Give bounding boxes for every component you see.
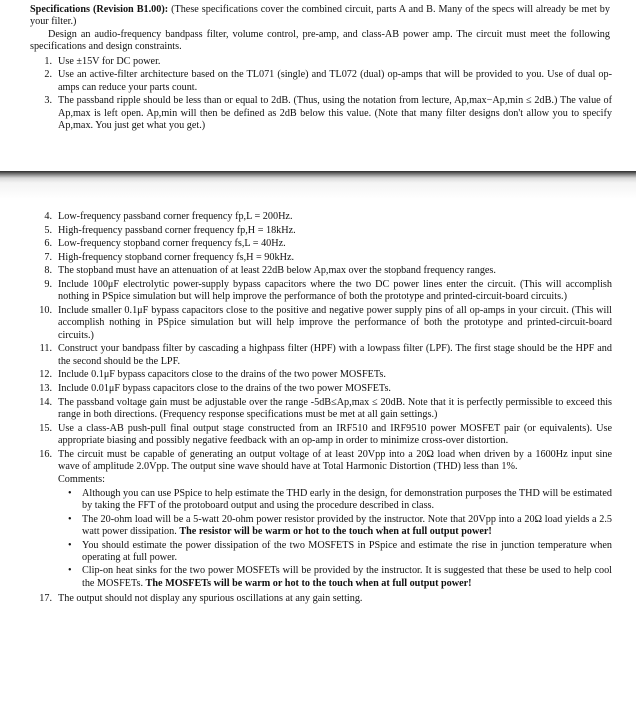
spec-item: 12. Include 0.1μF bypass capacitors close to the drains of the two power MOSFETs. [39,369,386,381]
comment-bullet: • Clip-on heat sinks for the two power MOSFETs will be provided by the instructor. It is suggested that these be used to help cool the MOSFETs. The MOSFETs will be warm or hot to the touch when at full output power! [68,565,612,589]
bottom-spec-list [0,211,612,487]
spec-item: 4. Low-frequency passband corner frequency fp,L = 200Hz. [44,211,293,222]
spec-item: 17. The output should not display any spurious oscillations at any gain setting. [39,593,363,605]
spec-intro-paragraph [30,4,610,29]
design-paragraph: Design an audio-frequency bandpass filter, volume control, pre-amp, and class-AB power amp. The circuit must meet the following specifications and design constraints. [30,28,610,53]
spec-item: 11. Construct your bandpass filter by cascading a highpass filter (HPF) with a lowpass filter (LPF). The first stage should be the HPF and the second should be the LPF. [39,343,612,367]
spec-item: 13. Include 0.01μF bypass capacitors close to the drains of the two power MOSFETs. [39,382,391,394]
spec-item: 15. Use a class-AB push-pull final output stage constructed from an IRF510 and IRF9510 power MOSFET pair (or equivalents). Use appropriate biasing and possibly negative feedback with an op-amp in order to minimize cross-over distortion. [39,422,612,446]
spec-item: 2. Use an active-filter architecture based on the TL071 (single) and TL072 (dual) op-amps that will be provided to you. Use of dual op-amps can reduce your parts count. [44,69,612,93]
spec-item: 16. The circuit must be capable of generating an output voltage of at least 20Vpp into a 20Ω load when driven by a 1600Hz input sine wave of amplitude 2.0Vpp. The output sine wave should have at Total Harmonic Distortion (THD) less than 1%. Comments: [39,448,612,486]
spec-item: 7. High-frequency stopband corner frequency fs,H = 90kHz. [44,251,295,263]
top-spec-list [0,56,612,133]
spec-top-section [0,4,636,134]
spec-item: 10. Include smaller 0.1μF bypass capacitors close to the positive and negative power supply pins of all op-amps in your circuit. (This will accomplish nothing in PSpice simulation but will help improve the performance of both the prototype and printed-circuit-board circuits.) [39,304,612,341]
spec-item: 6. Low-frequency stopband corner frequency fs,L = 40Hz. [44,238,286,250]
spec-item: 3. The passband ripple should be less than or equal to 2dB. (Thus, using the notation from lecture, Ap,max−Ap,min ≤ 2dB.) The value of Ap,max is left open. Ap,min will then be defined as 2dB below this value. (Note that many filter designs don't allow you to specify Ap,max. You just get what you get.) [44,95,612,132]
comment-bullet: • Although you can use PSpice to help estimate the THD early in the design, for demonstration purposes the THD will be estimated by taking the FFT of the protoboard output and using the procedure described in class. [68,487,612,512]
comment-bullet: • The 20-ohm load will be a 5-watt 20-ohm power resistor provided by the instructor. Note that 20Vpp into a 20Ω load yields a 2.5 watt power dissipation. The resistor will be warm or hot to the touch when at full output power! [68,513,612,538]
spec-item: 14. The passband voltage gain must be adjustable over the range -5dB≤Ap,max ≤ 20dB. Note that it is perfectly permissible to exceed this range in both directions. (Frequency response specifications must be met at all gain settings.) [39,396,612,420]
spec-bottom-section [0,209,636,607]
spec-item: 1. Use ±15V for DC power. [44,55,161,67]
spec-item: 8. The stopband must have an attenuation of at least 22dB below Ap,max over the stopband frequency ranges. [44,265,496,277]
spec-item: 5. High-frequency passband corner frequency fp,H = 18kHz. [44,224,296,236]
final-spec-list [0,593,612,605]
spec-title: Specifications (Revision B1.00): [30,4,169,15]
page-divider [0,171,636,199]
comments-label: Comments: [58,474,105,486]
comment-bullet: • You should estimate the power dissipation of the two MOSFETS in PSpice and estimate the rise in junction temperature when operating at full power. [68,539,612,563]
comments-list [0,488,612,590]
spec-intro-text: (These specifications cover the combined circuit, parts A and B. Many of the specs will already be met by your filter.) [30,4,610,28]
spec-item: 9. Include 100μF electrolytic power-supply bypass capacitors where the two DC power lines enter the circuit. (This will accomplish nothing in PSpice simulation but will help improve the performance of both the prototype and printed-circuit-board circuits.) [44,278,612,303]
